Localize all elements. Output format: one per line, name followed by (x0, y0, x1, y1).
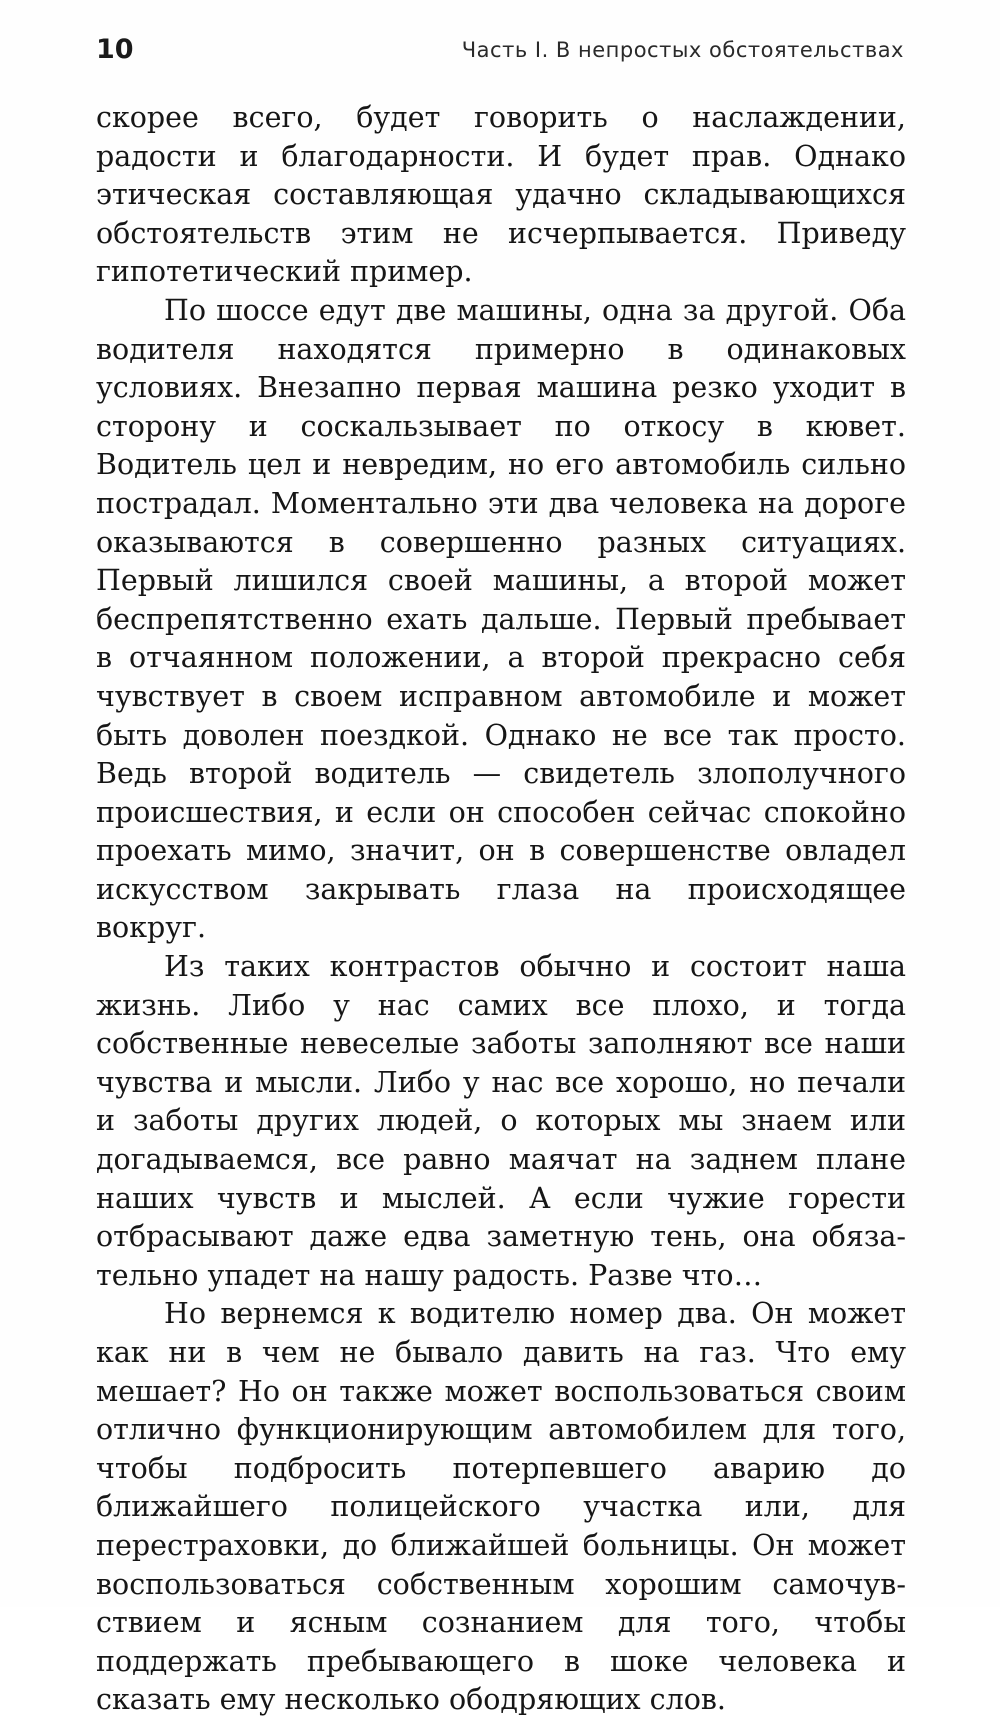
page-number: 10 (96, 34, 134, 65)
body-text (96, 99, 906, 1720)
running-head: Часть I. В непростых обстоятельствах (461, 38, 904, 62)
paragraph-two-cars: По шоссе едут две машины, одна за другой. Оба водителя находятся примерно в одинаковых условиях. Внезапно первая машина резко уходит в сторону и соскальзывает по откосу в кювет. Водитель цел и невредим, но его автомобиль сильно пострадал. Моментально эти два человека на дороге оказываются в совершенно разных ситуациях. Первый лишился своей машины, а второй может беспрепятственно ехать дальше. Первый пребывает в отчаянном положении, а второй прекрасно себя чувствует в своем исправном автомобиле и может быть доволен поездкой. Однако не все так просто. Ведь второй водитель — свидетель злополучного происшествия, и если он способен сейчас спокойно проехать мимо, значит, он в совершенстве овладел искусством закрывать глаза на происходящее вокруг. (96, 293, 906, 945)
paragraph-continuation: скорее всего, будет говорить о наслаждении, радости и благодарности. И будет прав. Однако этическая составляющая удачно складывающихся обстоятельств этим не исчерпывается. Приведу гипотетический пример. (96, 101, 906, 289)
paragraph-contrasts: Из таких контрастов обычно и состоит наша жизнь. Либо у нас самих все плохо, и тогда собственные невеселые заботы заполняют все наши чувства и мысли. Либо у нас все хорошо, но печали и заботы других людей, о которых мы знаем или догадываемся, все равно маячат на заднем плане наших чувств и мыслей. А если чужие горести отбрасывают даже едва заметную тень, она обязательно упадет на нашу радость. Разве что… (96, 950, 906, 1292)
paragraph-driver-two: Но вернемся к водителю номер два. Он может как ни в чем не бывало давить на газ. Что ему мешает? Но он также может воспользоваться своим отлично функционирующим автомобилем для того, чтобы подбросить потерпевшего аварию до ближайшего полицейского участка или, для перестраховки, до ближайшей больницы. Он может воспользоваться собственным хорошим самочувствием и ясным сознанием для того, чтобы поддержать пребывающего в шоке человека и сказать ему несколько ободряющих слов. (96, 1297, 906, 1717)
page-header (96, 30, 904, 70)
